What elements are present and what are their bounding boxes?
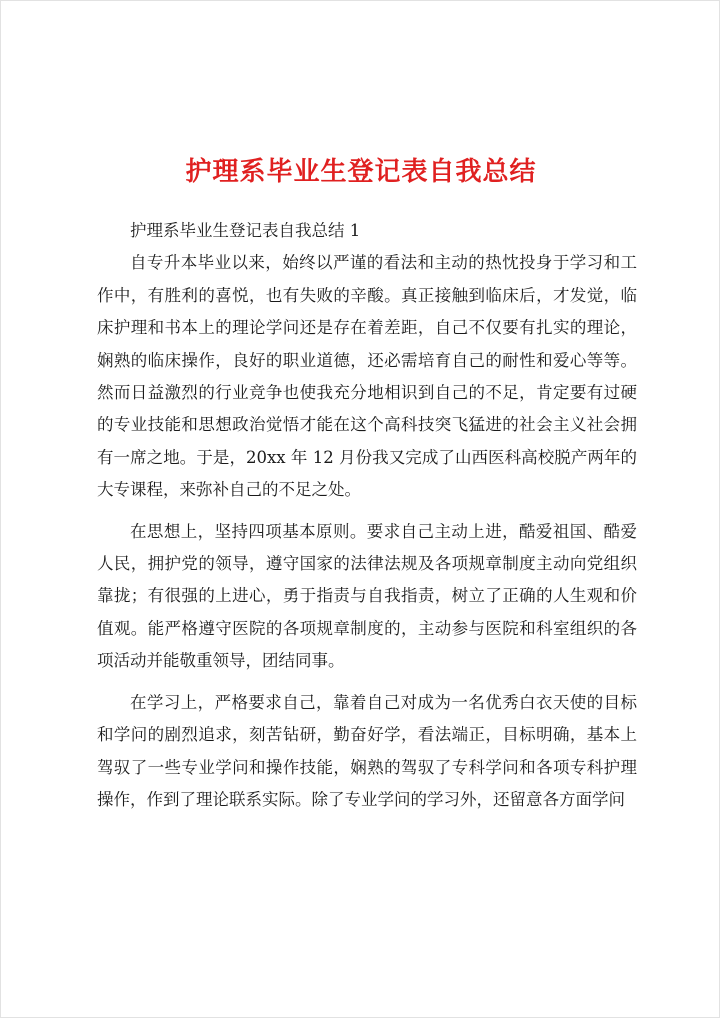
document-body [97,215,637,825]
paragraph-1: 自专升本毕业以来，始终以严谨的看法和主动的热忱投身于学习和工作中，有胜利的喜悦，也有失败的辛酸。真正接触到临床后，才发觉，临床护理和书本上的理论学问还是存在着差距，自己不仅要有扎实的理论，娴熟的临床操作，良好的职业道德，还必需培育自己的耐性和爱心等等。然而日益激烈的行业竞争也使我充分地相识到自己的不足，肯定要有过硬的专业技能和思想政治觉悟才能在这个高科技突飞猛进的社会主义社会拥有一席之地。于是，20xx 年 12 月份我又完成了山西医科高校脱产两年的大专课程，来弥补自己的不足之处。 [97,253,637,500]
document-title: 护理系毕业生登记表自我总结 [185,157,537,187]
section-heading: 护理系毕业生登记表自我总结 1 [130,221,361,240]
paragraph-2: 在思想上，坚持四项基本原则。要求自己主动上进，酷爱祖国、酷爱人民，拥护党的领导，遵守国家的法律法规及各项规章制度主动向党组织靠拢；有很强的上进心，勇于指责与自我指责，树立了正确的人生观和价值观。能严格遵守医院的各项规章制度的，主动参与医院和科室组织的各项活动并能敬重领导，团结同事。 [97,521,637,671]
paragraph-3: 在学习上，严格要求自己，靠着自己对成为一名优秀白衣天使的目标和学问的剧烈追求，刻苦钻研，勤奋好学，看法端正，目标明确，基本上驾驭了一些专业学问和操作技能，娴熟的驾驭了专科学问和各项专科护理操作，作到了理论联系实际。除了专业学问的学习外，还留意各方面学问 [97,692,637,809]
